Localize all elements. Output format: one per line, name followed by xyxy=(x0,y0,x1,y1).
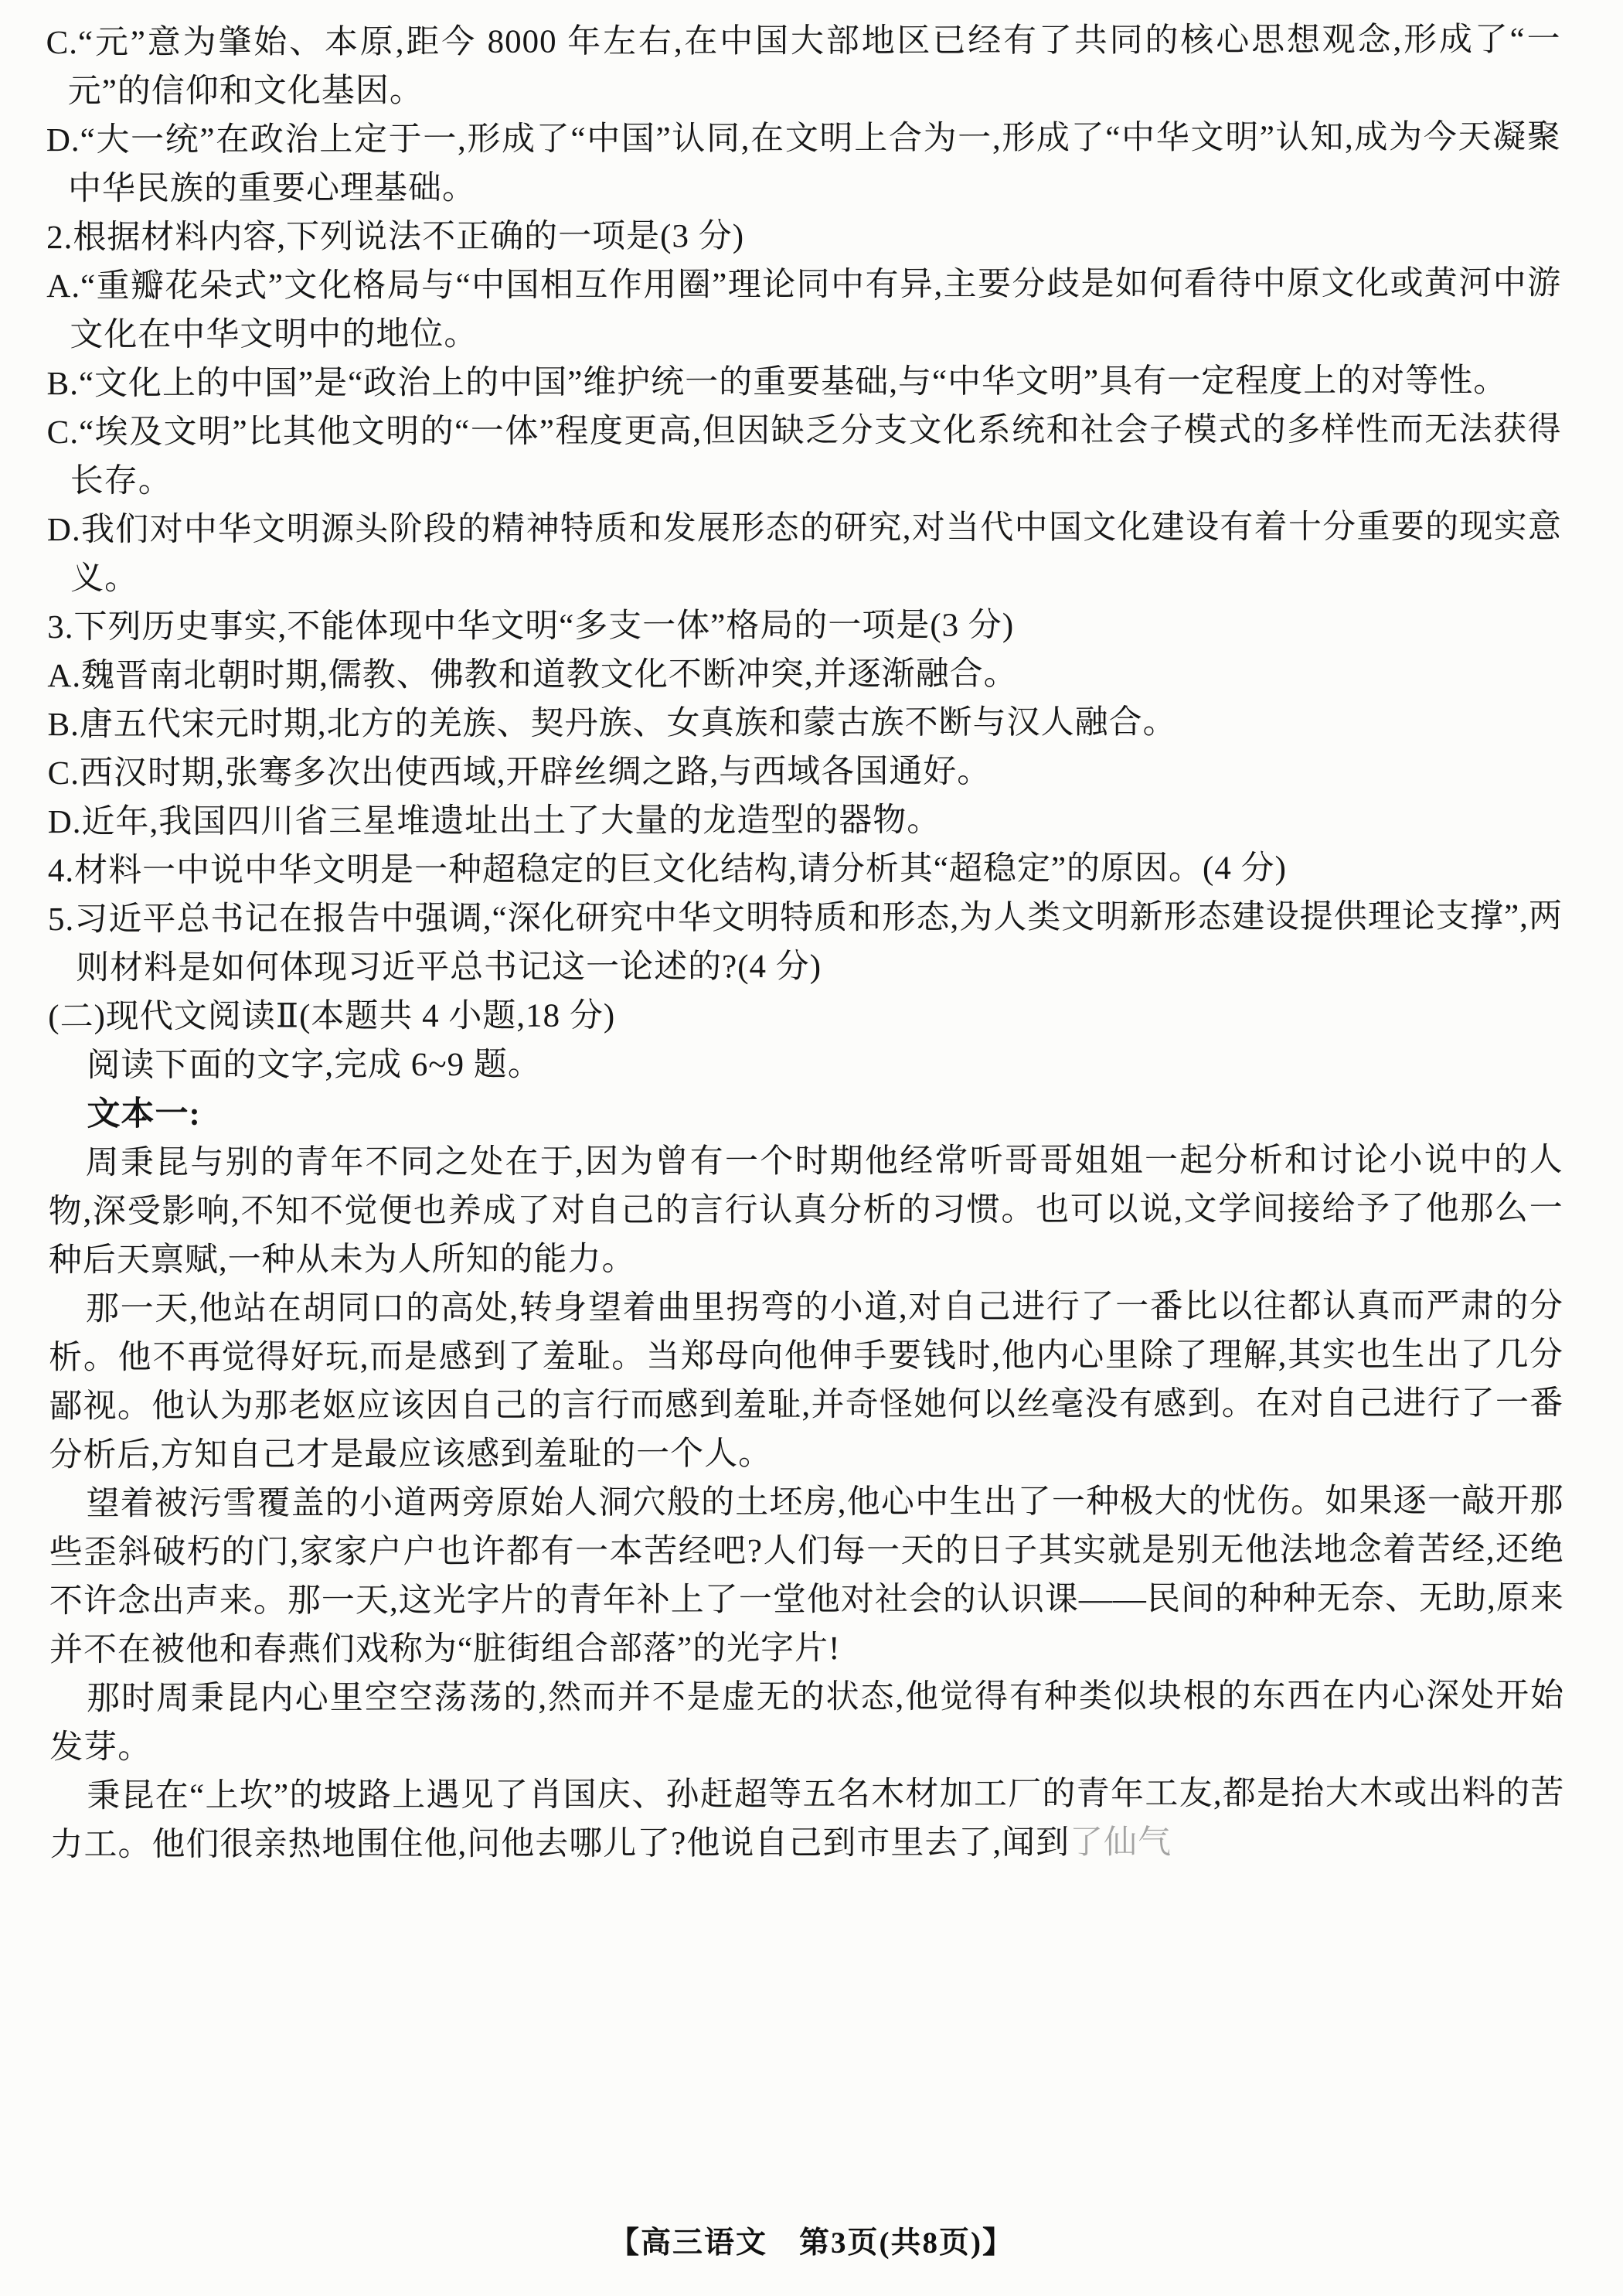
section-heading: (二)现代文阅读Ⅱ(本题共 4 小题,18 分) xyxy=(48,997,616,1036)
question-5: 5.习近平总书记在报告中强调,“深化研究中华文明特质和形态,为人类文明新形态建设提供理论支撑”,两则材料是如何体现习近平总书记这一论述的?(4 分) xyxy=(47,898,1563,986)
cutoff-text: 了仙气 xyxy=(1070,1824,1172,1862)
passage-paragraph-4: 那时周秉昆内心里空空荡荡的,然而并不是虚无的状态,他觉得有种类似块根的东西在内心深处开始发芽。 xyxy=(49,1677,1565,1766)
q2-option-b: B.“文化上的中国”是“政治上的中国”维护统一的重要基础,与“中华文明”具有一定程度上的对等性。 xyxy=(46,363,1508,403)
q3-option-b: B.唐五代宋元时期,北方的羌族、契丹族、女真族和蒙古族不断与汉人融合。 xyxy=(47,704,1177,744)
q1-option-c: C.“元”意为肇始、本原,距今 8000 年左右,在中国大部地区已经有了共同的核心思想观念,形成了“一元”的信仰和文化基因。 xyxy=(46,21,1561,111)
question-2: 2.根据材料内容,下列说法不正确的一项是(3 分) xyxy=(46,218,745,257)
q2-option-a: A.“重瓣花朵式”文化格局与“中国相互作用圈”理论同中有异,主要分歧是如何看待中原文化或黄河中游文化在中华文明中的地位。 xyxy=(46,264,1562,354)
passage-paragraph-5: 秉昆在“上坎”的坡路上遇见了肖国庆、孙赶超等五名木材加工厂的青年工友,都是抬大木或出料的苦力工。他们很亲热地围住他,问他去哪儿了?他说自己到市里去了,闻到了仙气 xyxy=(49,1774,1565,1864)
q2-option-c: C.“埃及文明”比其他文明的“一体”程度更高,但因缺乏分支文化系统和社会子模式的多样性而无法获得长存。 xyxy=(46,410,1562,500)
q3-option-c: C.西汉时期,张骞多次出使西域,开辟丝绸之路,与西域各国通好。 xyxy=(47,753,992,792)
passage-paragraph-1: 周秉昆与别的青年不同之处在于,因为曾有一个时期他经常听哥哥姐姐一起分析和讨论小说中的人物,深受影响,不知不觉便也养成了对自己的言行认真分析的习惯。也可以说,文学间接给予了他那么一种后天禀赋,一种从未为人所知的能力。 xyxy=(48,1141,1563,1279)
passage-instruction: 阅读下面的文字,完成 6~9 题。 xyxy=(87,1046,542,1084)
text-one-label: 文本一: xyxy=(87,1095,201,1133)
q3-option-d: D.近年,我国四川省三星堆遗址出土了大量的龙造型的器物。 xyxy=(47,802,941,841)
passage-paragraph-2: 那一天,他站在胡同口的高处,转身望着曲里拐弯的小道,对自己进行了一番比以往都认真而严肃的分析。他不再觉得好玩,而是感到了羞耻。当郑母向他伸手要钱时,他内心里除了理解,其实也生出了几分鄙视。他认为那老妪应该因自己的言行而感到羞耻,并奇怪她何以丝毫没有感到。在对自己进行了一番分析后,方知自己才是最应该感到羞耻的一个人。 xyxy=(49,1287,1564,1474)
q3-option-a: A.魏晋南北朝时期,儒教、佛教和道教文化不断冲突,并逐渐融合。 xyxy=(47,656,1018,695)
page-footer xyxy=(0,2219,1623,2262)
question-4: 4.材料一中说中华文明是一种超稳定的巨文化结构,请分析其“超稳定”的原因。(4 分) xyxy=(47,850,1287,890)
q2-option-d: D.我们对中华文明源头阶段的精神特质和发展形态的研究,对当代中国文化建设有着十分重要的现实意义。 xyxy=(46,508,1562,598)
q1-option-d: D.“大一统”在政治上定于一,形成了“中国”认同,在文明上合为一,形成了“中华文明”认知,成为今天凝聚中华民族的重要心理基础。 xyxy=(46,118,1561,208)
question-3: 3.下列历史事实,不能体现中华文明“多支一体”格局的一项是(3 分) xyxy=(47,607,1015,646)
passage-paragraph-3: 望着被污雪覆盖的小道两旁原始人洞穴般的土坯房,他心中生出了一种极大的忧伤。如果逐一敲开那些歪斜破朽的门,家家户户也许都有一本苦经吧?人们每一天的日子其实就是别无他法地念着苦经,还绝不许念出声来。那一天,这光字片的青年补上了一堂他对社会的认识课——民间的种种无奈、无助,原来并不在被他和春燕们戏称为“脏街组合部落”的光字片! xyxy=(49,1482,1564,1669)
footer-text: 【高三语文 第3页(共8页)】 xyxy=(609,2226,1014,2260)
